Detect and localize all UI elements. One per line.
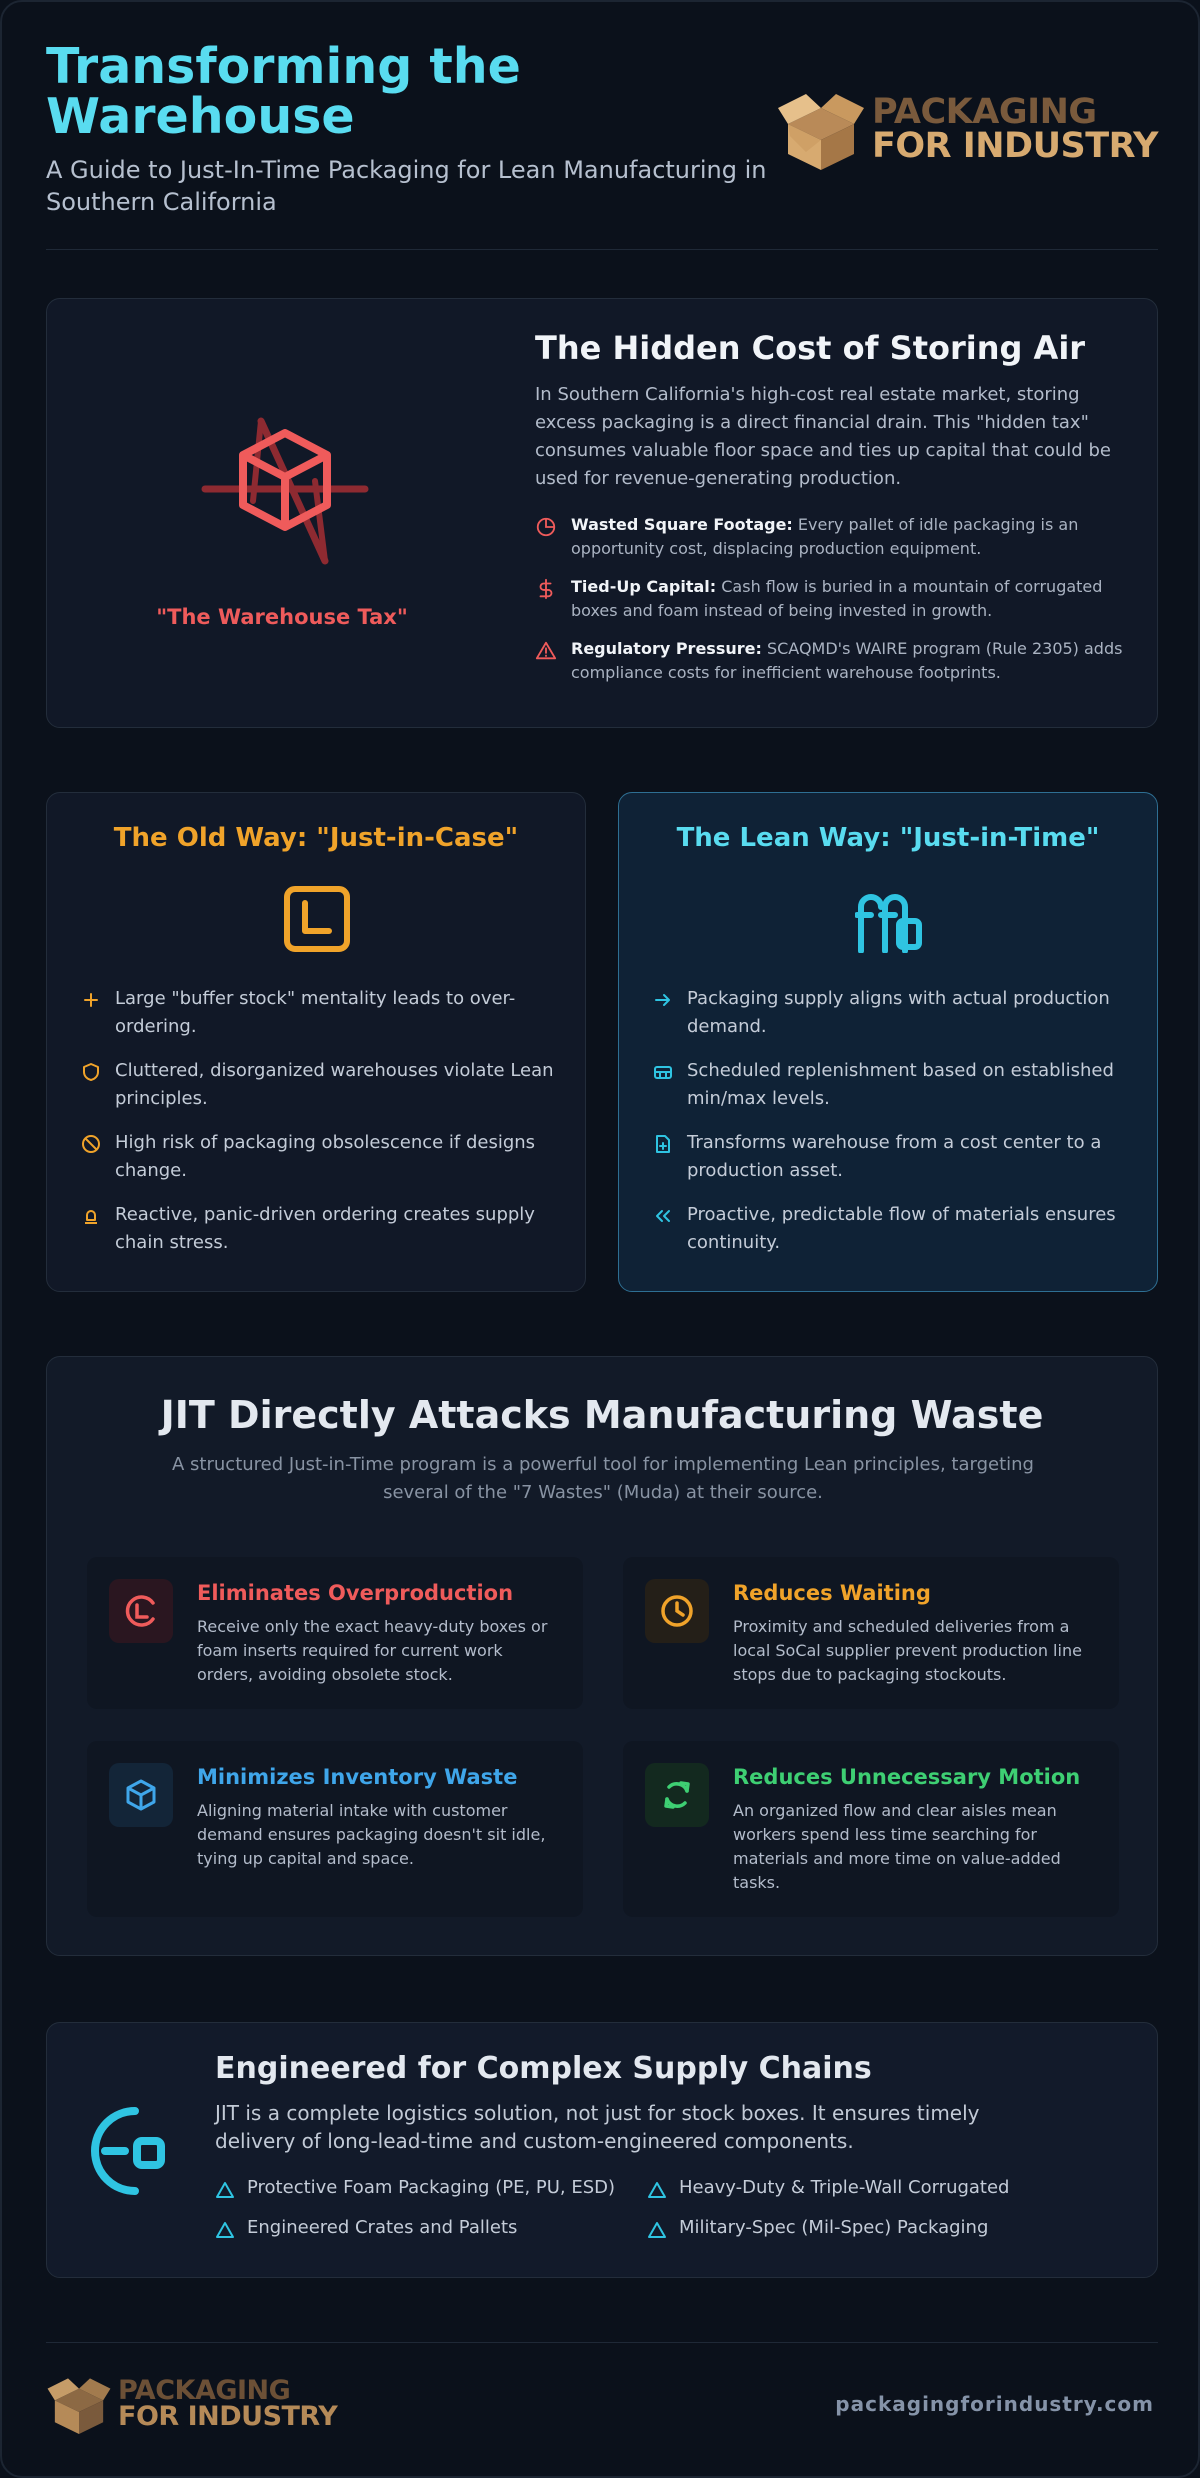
chevrons-left-icon <box>653 1206 673 1226</box>
hidden-cost-text: In Southern California's high-cost real estate market, storing excess packaging is a direct financial drain. This "hidden tax" consumes valuable floor space and ties up capital that could be used for revenue-generating production. <box>535 384 1111 489</box>
list-item: Tied-Up Capital: Cash flow is buried in a mountain of corrugated boxes and foam instead of being invested in growth. <box>535 575 1125 623</box>
shield-icon <box>81 1062 101 1082</box>
hidden-cost-list <box>535 513 1125 685</box>
page-subtitle: A Guide to Just-In-Time Packaging for Lean Manufacturing in Southern California <box>46 156 767 216</box>
list-item: Engineered Crates and Pallets <box>215 2217 517 2238</box>
stock-box-icon <box>283 885 351 953</box>
triangle-icon <box>215 2180 235 2200</box>
waste-box-title: Minimizes Inventory Waste <box>197 1765 518 1789</box>
old-way-list <box>81 985 561 1273</box>
list-item: Large "buffer stock" mentality leads to over-ordering. <box>81 985 561 1041</box>
waste-box-waiting <box>623 1557 1119 1709</box>
list-item: High risk of packaging obsolescence if designs change. <box>81 1129 561 1185</box>
list-item: Packaging supply aligns with actual production demand. <box>653 985 1133 1041</box>
waste-subtitle: A structured Just-in-Time program is a powerful tool for implementing Lean principles, targeting several of the "7 Wastes" (Muda) at their source. <box>172 1454 1034 1503</box>
clock-icon <box>645 1579 709 1643</box>
waste-box-title: Reduces Waiting <box>733 1581 931 1605</box>
list-item: Wasted Square Footage: Every pallet of idle packaging is an opportunity cost, displacing production equipment. <box>535 513 1125 561</box>
triangle-icon <box>215 2220 235 2240</box>
header <box>46 38 1158 222</box>
overproduction-icon <box>109 1579 173 1643</box>
old-way-title: The Old Way: "Just-in-Case" <box>113 823 519 853</box>
list-item: Military-Spec (Mil-Spec) Packaging <box>647 2217 988 2238</box>
waste-box-overproduction <box>87 1557 583 1709</box>
page-title: Transforming the Warehouse <box>46 38 521 145</box>
hidden-cost-visual <box>47 299 517 729</box>
waste-box-text: An organized flow and clear aisles mean workers spend less time searching for materials and more time on value-added tasks. <box>733 1801 1061 1892</box>
header-divider <box>46 249 1158 250</box>
brand-wordmark: PACKAGING FOR INDUSTRY <box>118 2374 338 2432</box>
hidden-cost-title: The Hidden Cost of Storing Air <box>535 329 1086 367</box>
waste-title: JIT Directly Attacks Manufacturing Waste <box>160 1393 1044 1437</box>
supply-chain-icon <box>91 2101 171 2201</box>
brand-wordmark: PACKAGING FOR INDUSTRY <box>871 91 1158 166</box>
footer-divider <box>46 2342 1158 2343</box>
list-item: Scheduled replenishment based on established min/max levels. <box>653 1057 1133 1113</box>
list-item: Protective Foam Packaging (PE, PU, ESD) <box>215 2177 615 2198</box>
waste-box-title: Reduces Unnecessary Motion <box>733 1765 1081 1789</box>
old-way-card <box>46 792 586 1292</box>
waste-section <box>46 1356 1158 1956</box>
list-item: Heavy-Duty & Triple-Wall Corrugated <box>647 2177 1010 2198</box>
list-item: Transforms warehouse from a cost center to a production asset. <box>653 1129 1133 1185</box>
supply-chain-card <box>46 2022 1158 2278</box>
supply-title: Engineered for Complex Supply Chains <box>215 2051 872 2086</box>
plus-icon <box>81 990 101 1010</box>
website-link[interactable]: packagingforindustry.com <box>835 2392 1154 2416</box>
cube-icon <box>195 411 375 575</box>
supply-text: JIT is a complete logistics solution, not just for stock boxes. It ensures timely delivery of long-lead-time and custom-engineered components. <box>215 2101 980 2153</box>
waste-box-text: Receive only the exact heavy-duty boxes or foam inserts required for current work orders, avoiding obsolete stock. <box>197 1617 548 1684</box>
hidden-cost-card <box>46 298 1158 728</box>
waste-box-title: Eliminates Overproduction <box>197 1581 514 1605</box>
ban-icon <box>81 1134 101 1154</box>
waste-box-motion <box>623 1741 1119 1917</box>
list-item: Cluttered, disorganized warehouses violate Lean principles. <box>81 1057 561 1113</box>
refresh-icon <box>645 1763 709 1827</box>
truck-icon <box>653 1062 673 1082</box>
waste-box-inventory <box>87 1741 583 1917</box>
triangle-icon <box>647 2180 667 2200</box>
lean-way-list <box>653 985 1133 1273</box>
brand-logo[interactable] <box>776 88 1158 170</box>
hidden-cost-content <box>535 329 1125 699</box>
inventory-box-icon <box>109 1763 173 1827</box>
lean-way-title: The Lean Way: "Just-in-Time" <box>676 823 1100 853</box>
alarm-icon <box>81 1206 101 1226</box>
warehouse-tax-label: "The Warehouse Tax" <box>156 605 408 629</box>
dollar-icon <box>535 578 557 600</box>
list-item: Regulatory Pressure: SCAQMD's WAIRE program (Rule 2305) adds compliance costs for inefficient warehouse footprints. <box>535 637 1125 685</box>
waste-box-text: Aligning material intake with customer demand ensures packaging doesn't sit idle, tying up capital and space. <box>197 1801 546 1868</box>
list-item: Reactive, panic-driven ordering creates supply chain stress. <box>81 1201 561 1257</box>
file-plus-icon <box>653 1134 673 1154</box>
triangle-icon <box>647 2220 667 2240</box>
list-item: Proactive, predictable flow of materials ensures continuity. <box>653 1201 1133 1257</box>
warning-icon <box>535 640 557 662</box>
lean-way-card <box>618 792 1158 1292</box>
pie-chart-icon <box>535 516 557 538</box>
arrow-right-icon <box>653 990 673 1010</box>
conveyor-icon <box>855 885 923 953</box>
waste-box-text: Proximity and scheduled deliveries from a local SoCal supplier prevent production line stops due to packaging stockouts. <box>733 1617 1082 1684</box>
box-logo-icon <box>46 2374 112 2434</box>
box-logo-icon <box>776 88 866 170</box>
footer-logo[interactable] <box>46 2374 337 2434</box>
